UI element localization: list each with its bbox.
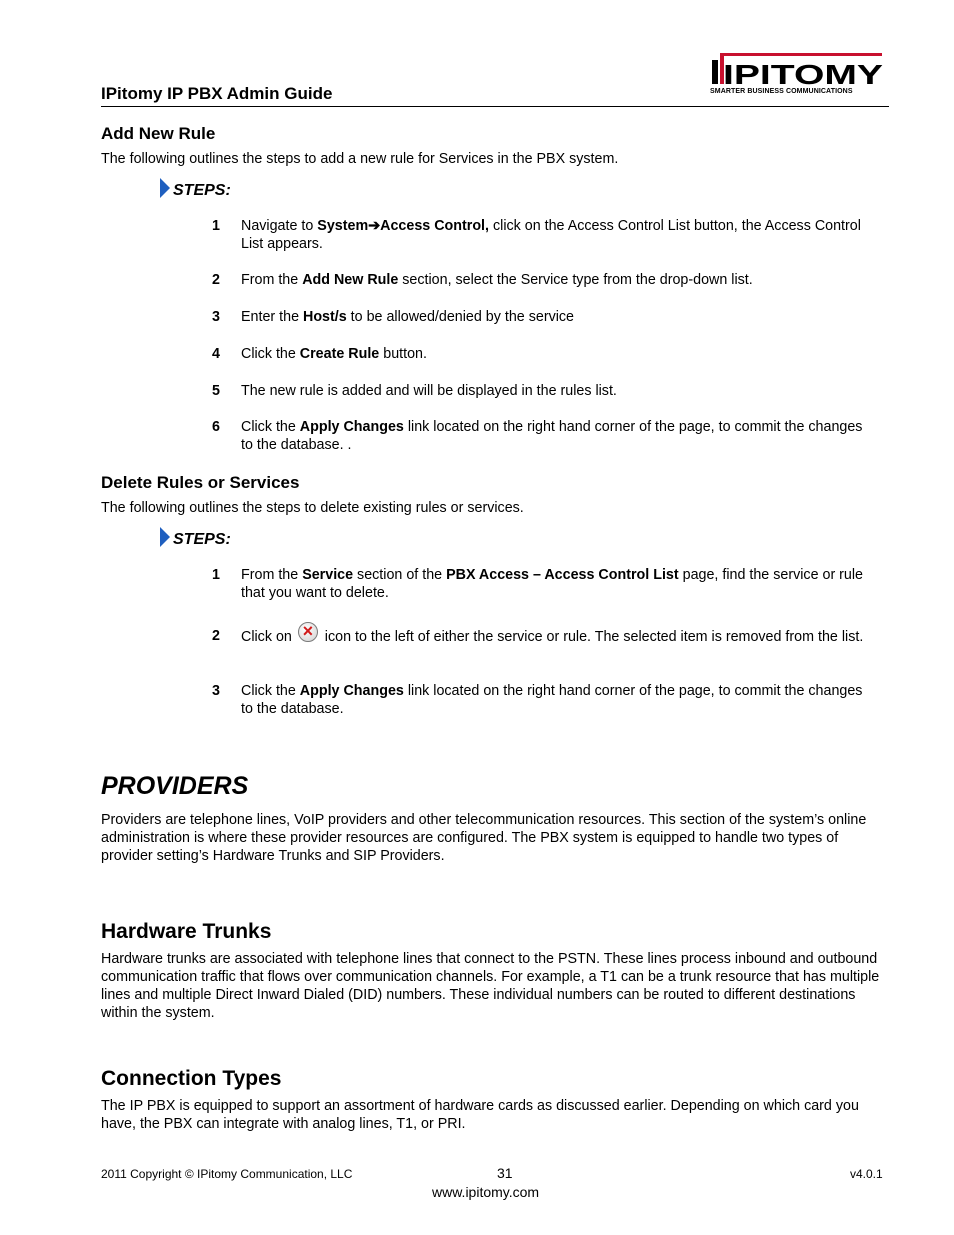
step-item [212,418,872,454]
step-text: Navigate to System➔Access Control, click on the Access Control List button, the Access Control List appears. [241,218,861,252]
steps-label [160,529,231,549]
steps-arrow-icon [160,178,170,198]
steps-label-text: STEPS: [173,182,231,199]
step-number: 1 [212,567,220,583]
delete-icon [298,622,318,642]
step-text: Click on × icon to the left of either the service or rule. The selected item is removed from the list. [241,627,872,647]
step-number: 1 [212,218,220,234]
step-item [212,271,872,289]
step-text: Click the Apply Changes link located on the right hand corner of the page, to commit the changes to the database. . [241,419,863,453]
footer-version: v4.0.1 [850,1167,883,1181]
header-rule [101,106,889,107]
step-item [212,566,872,602]
connection-types-body: The IP PBX is equipped to support an assortment of hardware cards as discussed earlier. Depending on which card you have, the PBX can integrate with analog lines, T1, or PRI. [101,1098,859,1132]
step-text: The new rule is added and will be displayed in the rules list. [241,383,617,399]
step-text: Click the Create Rule button. [241,346,427,362]
section-heading-add-new-rule: Add New Rule [101,124,216,143]
step-number: 2 [212,628,220,644]
footer-website: www.ipitomy.com [432,1184,540,1200]
step-number: 6 [212,419,220,435]
step-item [212,308,872,326]
step-item [212,345,872,363]
step-text: From the Add New Rule section, select the Service type from the drop-down list. [241,272,753,288]
logo-tagline: SMARTER BUSINESS COMMUNICATIONS [710,88,853,95]
providers-body: Providers are telephone lines, VoIP providers and other telecommunication resources. This section of the system’s online administration is where these provider resources are configured. The PBX system is equipped to handle two types of provider setting’s Hardware Trunks and SIP Providers. [101,812,867,864]
steps-arrow-icon [160,527,170,547]
footer-page-number: 31 [497,1165,513,1181]
step-number: 4 [212,346,220,362]
step-item [212,217,872,253]
step-number: 2 [212,272,220,288]
steps-label-text: STEPS: [173,531,231,548]
step-item [212,627,872,647]
step-item [212,682,872,718]
step-number: 3 [212,309,220,325]
section-heading-hardware-trunks: Hardware Trunks [101,920,272,943]
delete-rules-intro: The following outlines the steps to delete existing rules or services. [101,500,524,516]
hardware-trunks-body: Hardware trunks are associated with telephone lines that connect to the PSTN. These lines process inbound and outbound communication traffic that flows over communication channels. For example, a T1 can be a trunk resource that has multiple lines and multiple Direct Inward Dialed (DID) numbers. These individual numbers can be routed to different destinations within the system. [101,951,880,1021]
section-heading-delete-rules: Delete Rules or Services [101,473,300,492]
add-new-rule-intro: The following outlines the steps to add a new rule for Services in the PBX system. [101,151,619,167]
footer-copyright: 2011 Copyright © IPitomy Communication, LLC [101,1167,353,1181]
doc-title: IPitomy IP PBX Admin Guide [101,84,333,103]
chapter-heading-providers: PROVIDERS [101,772,249,800]
step-text: Enter the Host/s to be allowed/denied by the service [241,309,575,325]
step-number: 5 [212,383,220,399]
step-number: 3 [212,683,220,699]
step-text: From the Service section of the PBX Access – Access Control List page, find the service or rule that you want to delete. [241,567,864,601]
section-heading-connection-types: Connection Types [101,1067,282,1090]
logo-wordmark: IPITOMY [723,59,884,90]
step-text: Click the Apply Changes link located on the right hand corner of the page, to commit the changes to the database. [241,683,863,717]
steps-label [160,180,231,200]
step-item [212,382,872,400]
